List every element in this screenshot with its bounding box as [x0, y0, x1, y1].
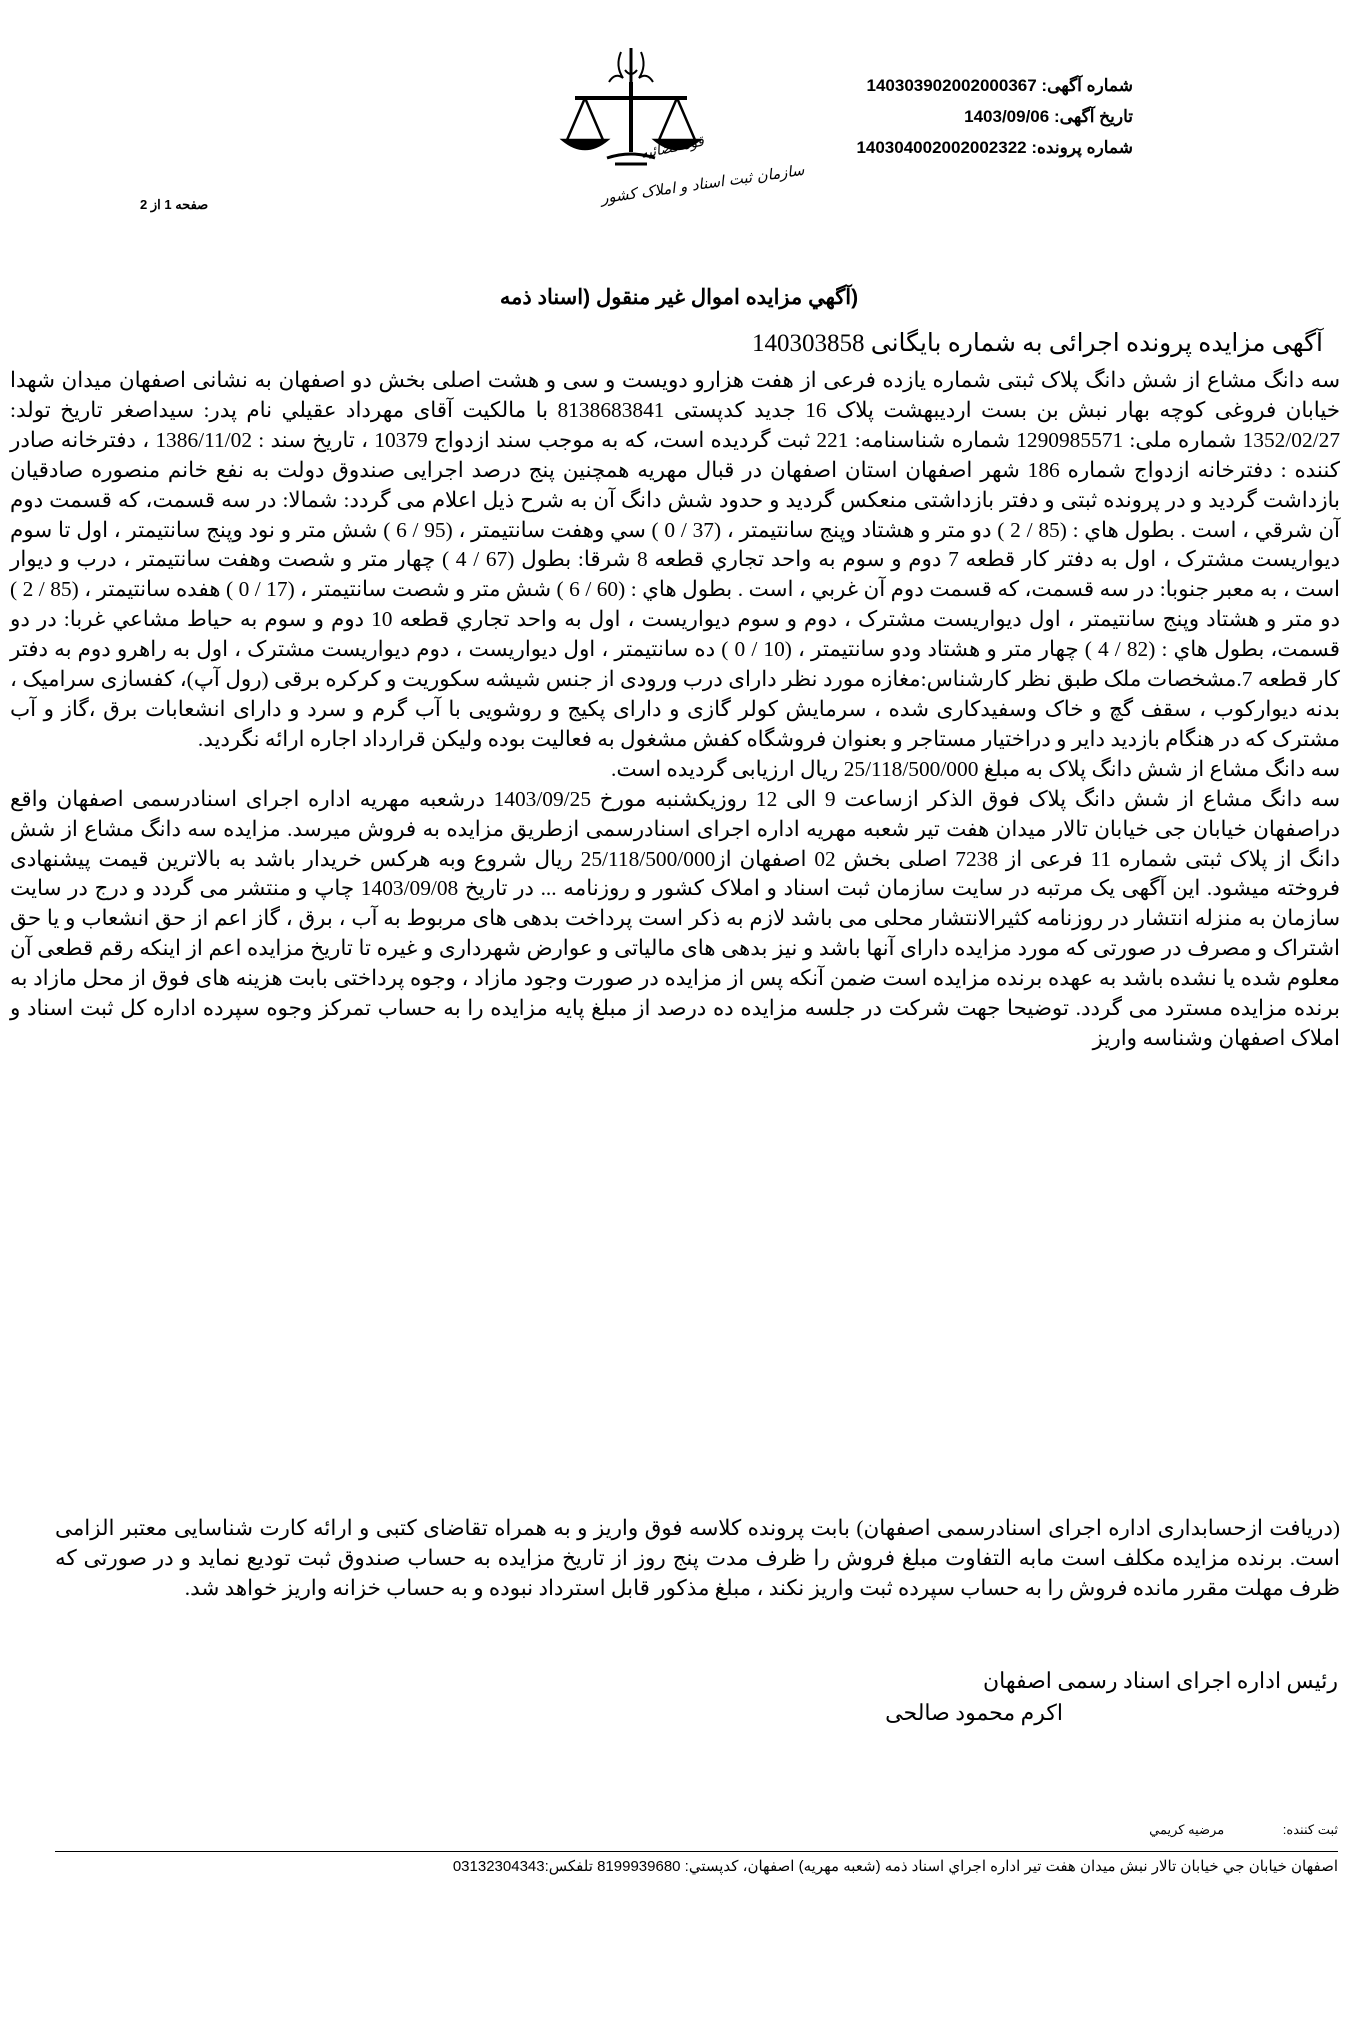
registrar-label: ثبت کننده:	[1282, 1822, 1338, 1837]
registrar-name: مرضیه کریمي	[1149, 1822, 1225, 1837]
paragraph-payment-terms: (دریافت ازحسابداری اداره اجرای اسنادرسمی اصفهان) بابت پرونده کلاسه فوق واریز و به همراه تقاضای کتبی و ارائه کارت شناسایی معتبر الزامی است. برنده مزایده مکلف است مابه التفاوت مبلغ فروش را ظرف مدت پنج روز از تاریخ مزایده به حساب صندوق ثبت تودیع نماید و در صورتی که ظرف مهلت مقرر مانده فروش را به حساب سپرده ثبت واریز نکند ، مبلغ مذکور قابل استرداد نبوده و به حساب خزانه واریز خواهد شد.	[55, 1516, 1340, 1600]
paragraph-valuation: سه دانگ مشاع از شش دانگ پلاک به مبلغ 25/118/500/000 ریال ارزیابی گردیده است.	[610, 756, 1340, 781]
footer-address: اصفهان خيابان جي خيابان تالار نبش ميدان هفت تير اداره اجراي اسناد ذمه (شعبه مهريه) اصفهان، كدپستي: 8199939680 تلفكس:03132304343	[452, 1858, 1338, 1875]
file-number-row	[856, 132, 1133, 163]
document-title: (آگهي مزايده اموال غير منقول (اسناد ذمه	[499, 286, 859, 309]
registrar	[1149, 1822, 1338, 1838]
notice-date-row	[856, 101, 1133, 132]
logo-text-org: سازمان ثبت اسناد و املاک کشور	[599, 160, 806, 208]
paragraph-property-description: سه دانگ مشاع از شش دانگ پلاک ثبتی شماره یازده فرعی از هفت هزارو دویست و سی و هشت اصلی بخش دو اصفهان به نشانی اصفهان میدان شهدا خیابان فروغی کوچه بهار نبش بن بست اردیبهشت پلاک 16 جدید کدپستی 8138683841 با مالکیت آقای مهرداد عقیلي نام پدر: سیداصغر تاریخ تولد: 1352/02/27 شماره ملی: 1290985571 شماره شناسنامه: 221 ثبت گردیده است، که به موجب سند ازدواج 10379 ، تاریخ سند : 1386/11/02 ، دفترخانه صادر کننده : دفترخانه ازدواج شماره 186 شهر اصفهان استان اصفهان در قبال مهریه همچنین پنج درصد اجرایی صندوق دولت به نفع خانم منصوره صادقیان بازداشت گردید و در پرونده ثبتی و دفتر بازداشتی منعکس گردید و حدود شش دانگ آن به شرح ذیل اعلام می گردد: شمالا: در سه قسمت، که قسمت دوم آن شرقي ، است . بطول هاي : (85 / 2 ) دو متر و هشتاد وپنج سانتيمتر ، (37 / 0 ) سي وهفت سانتيمتر ، (95 / 6 ) شش متر و نود وپنج سانتيمتر ، اول تا سوم ديواريست مشترک ، اول به دفتر کار قطعه 7 دوم و سوم به واحد تجاري قطعه 8 شرقا: بطول (67 / 4 ) چهار متر و شصت وهفت سانتيمتر ، درب و ديوار است ، به معبر جنوبا: در سه قسمت، که قسمت دوم آن غربي ، است . بطول هاي : (60 / 6 ) شش متر و شصت سانتيمتر ، (17 / 0 ) هفده سانتيمتر ، (85 / 2 ) دو متر و هشتاد وپنج سانتيمتر ، اول ديواريست مشترک ، دوم و سوم ديواريست ، اول به واحد تجاري قطعه 10 دوم و سوم به حياط مشاعي غربا: در دو قسمت، بطول هاي : (82 / 4 ) چهار متر و هشتاد ودو سانتيمتر ، (10 / 0 ) ده سانتيمتر ، اول ديواريست ، دوم ديواريست مشترک ، اول به راهرو دوم به دفتر کار قطعه 7.مشخصات ملک طبق نظر کارشناس:مغازه مورد نظر دارای درب ورودی از جنس شیشه سکوریت و کرکره برقی (رول آپ)، کفسازی سرامیک ، بدنه دیوارکوب ، سقف گچ و خاک وسفیدکاری شده ، سرمایش کولر گازی و دارای پکیج و روشویی با آب گرم و سرد و دارای انشعابات برق ،گاز و آب مشترک که در هنگام بازدید دایر و دراختیار مستاجر و بعنوان فروشگاه کفش مشغول به فعالیت بوده ولیکن قرارداد اجاره ارائه نگردید.	[10, 368, 1341, 751]
document-body-continued	[55, 1514, 1340, 1604]
logo-text-judiciary: قوه قضائیه	[639, 133, 706, 163]
scales-of-justice-icon	[555, 40, 765, 230]
notice-date-label: تاریخ آگهی:	[1053, 107, 1133, 126]
page-indicator: صفحه 1 از 2	[140, 197, 209, 212]
signature-title: رئیس اداره اجرای اسناد رسمی اصفهان	[982, 1668, 1338, 1693]
file-number-label: شماره پرونده:	[1031, 138, 1133, 157]
paragraph-auction-terms: سه دانگ مشاع از شش دانگ پلاک فوق الذکر ازساعت 9 الی 12 روزیکشنبه مورخ 1403/09/25 درشعبه مهریه اداره اجرای اسنادرسمی اصفهان واقع دراصفهان خیابان جی خیابان تالار میدان هفت تیر شعبه مهریه اداره اجرای اسنادرسمی ازطریق مزایده به فروش میرسد. مزایده سه دانگ مشاع از شش دانگ از پلاک ثبتی شماره 11 فرعی از 7238 اصلی بخش 02 اصفهان از25/118/500/000 ریال شروع وبه هرکس خریدار باشد به بالاترین قیمت پیشنهادی فروخته میشود. این آگهی یک مرتبه در سایت سازمان ثبت اسناد و املاک کشور و روزنامه ... در تاریخ 1403/09/08 چاپ و منتشر می گردد و درج در سایت سازمان به منزله انتشار در روزنامه کثیرالانتشار محلی می باشد لازم به ذکر است پرداخت بدهی های مربوط به آب ، برق ، گاز اعم از حق انشعاب و یا حق اشتراک و مصرف در صورتی که مورد مزایده دارای آنها باشد و نیز بدهی های مالیاتی و عوارض شهرداری و غیره تا تاریخ مزایده اعم از اینکه رقم قطعی آن معلوم شده یا نشده باشد به عهده برنده مزایده است ضمن آنکه پس از مزایده در صورت وجود مازاد ، وجوه پرداختی بابت هزینه های فوق از محل مازاد به برنده مزایده مسترد می گردد. توضیحا جهت شرکت در جلسه مزایده ده درصد از مبلغ پایه مزایده را به حساب تمرکز وجوه سپرده اداره کل ثبت اسناد و املاک اصفهان وشناسه واریز	[10, 786, 1341, 1050]
footer-divider	[55, 1851, 1338, 1852]
signature-name: اکرم محمود صالحی	[885, 1700, 1063, 1725]
document-body	[10, 366, 1340, 1054]
notice-number-row	[856, 70, 1133, 101]
notice-number-label: شماره آگهی:	[1041, 76, 1133, 95]
judiciary-logo	[555, 40, 806, 230]
file-number: 140304002002002322	[856, 138, 1027, 157]
notice-meta	[856, 70, 1133, 163]
notice-date: 1403/09/06	[964, 107, 1050, 126]
document-subheading: آگهی مزایده پرونده اجرائی به شماره بایگانی 140303858	[751, 330, 1323, 357]
notice-number: 140303902002000367	[866, 76, 1037, 95]
